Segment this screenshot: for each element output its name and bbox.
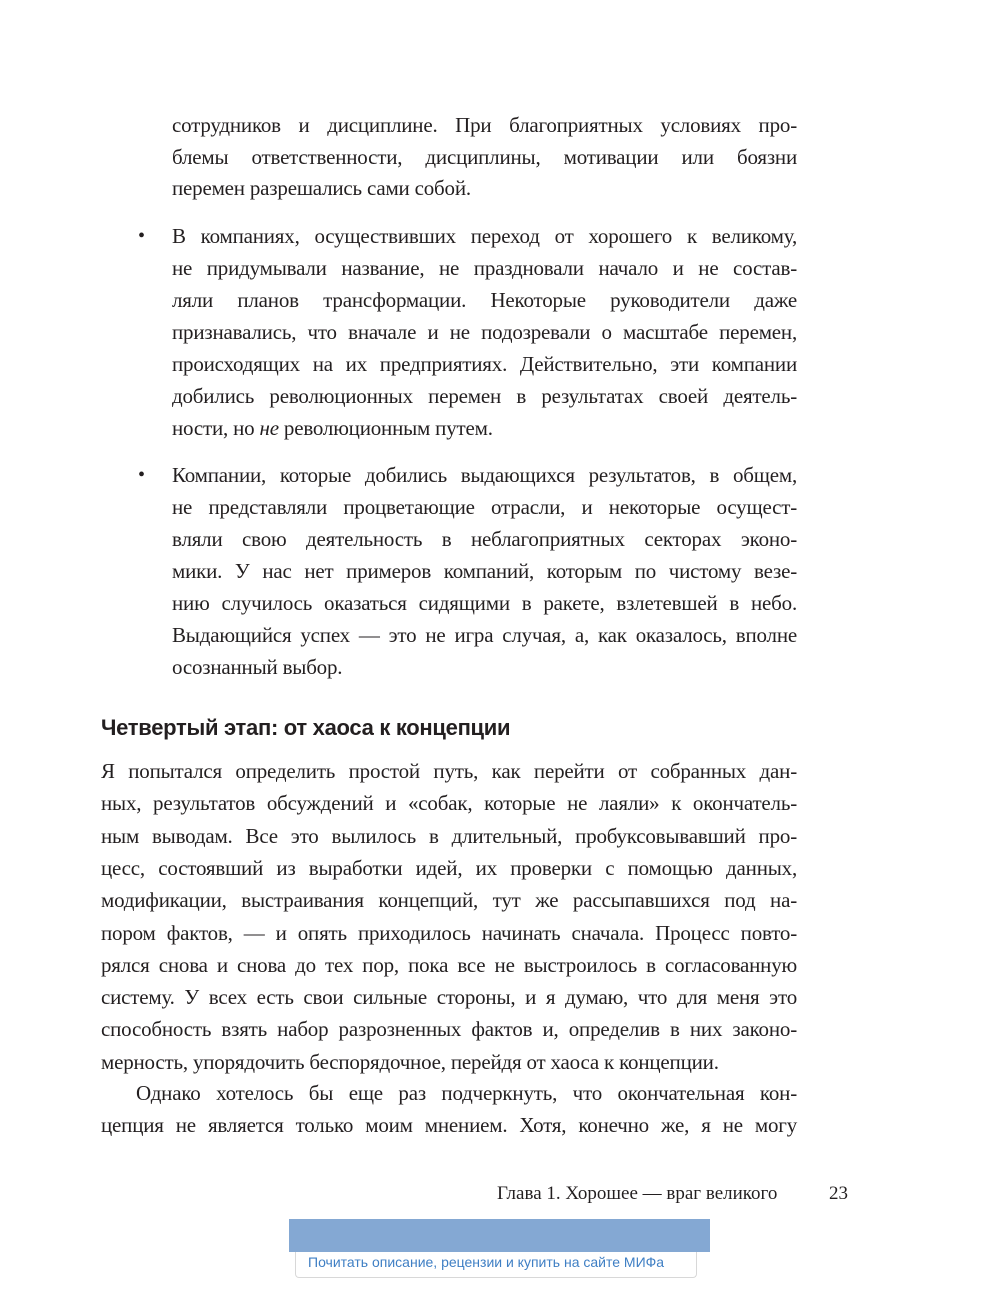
section-heading: Четвертый этап: от хаоса к концепции [101,715,511,740]
text-line: Однако хотелось бы еще раз подчеркнуть, что окончательная кон- [136,1081,797,1105]
bullet-icon: • [138,225,146,247]
text-line: пором фактов, — и опять приходилось начинать сначала. Процесс повто- [101,920,797,945]
text-line: ных, результатов обсуждений и «собак, которые не лаяли» к окончатель- [101,791,797,816]
text-line: рялся снова и снова до тех пор, пока все не выстроилось в согласованную [101,952,797,977]
running-title: Глава 1. Хорошее — враг великого [497,1183,778,1204]
text-line: не придумывали название, не праздновали начало и не состав- [172,256,797,280]
text-segment: революционным путем. [278,416,493,440]
text-line: происходящих на их предприятиях. Действительно, эти компании [172,352,797,376]
text-line: цесс, состоявший из выработки идей, их проверки с помощью данных, [101,855,797,880]
bullet-icon: • [138,464,146,486]
text-line: признавались, что вначале и не подозревали о масштабе перемен, [172,320,797,344]
page-number: 23 [829,1183,848,1204]
text-line: добились революционных перемен в результатах своей деятель- [172,384,797,408]
text-line: Выдающийся успех — это не игра случая, а, как оказалось, вполне [172,623,797,647]
text-line: мерность, упорядочить беспорядочное, перейдя от хаоса к концепции. [101,1049,719,1074]
text-line: вляли свою деятельность в неблагоприятных секторах эконо- [172,527,797,551]
text-line: Компании, которые добились выдающихся результатов, в общем, [172,463,797,487]
text-line [172,415,797,441]
text-line: Я попытался определить простой путь, как перейти от собранных дан- [101,759,797,783]
text-line: цепция не является только моим мнением. Хотя, конечно же, я не могу [101,1113,797,1137]
text-segment: ности, но [172,416,260,440]
text-line: сотрудников и дисциплине. При благоприятных условиях про- [172,113,797,137]
text-line: систему. У всех есть свои сильные стороны, и я думаю, что для меня это [101,985,797,1010]
emphasis: не [259,416,279,440]
text-line: мики. У нас нет примеров компаний, которым по чистому везе- [172,559,797,583]
promo-link[interactable]: Почитать описание, рецензии и купить на сайте МИФа [308,1254,665,1270]
text-line: не представляли процветающие отрасли, и некоторые осущест- [172,495,797,519]
text-line: В компаниях, осуществивших переход от хорошего к великому, [172,224,797,248]
text-line: осознанный выбор. [172,655,343,679]
text-line: блемы ответственности, дисциплины, мотивации или боязни [172,144,797,169]
text-line: способность взять набор разрозненных фактов и, определив в них законо- [101,1017,797,1042]
text-line: перемен разрешались сами собой. [172,176,471,201]
text-line: нию случилось оказаться сидящими в ракете, взлетевшей в небо. [172,591,797,615]
text-line: ным выводам. Все это вылилось в длительный, пробуксовывавший про- [101,823,797,848]
text-line: модификации, выстраивания концепций, тут же рассыпавшихся под на- [101,888,797,913]
promo-banner[interactable] [289,1219,710,1252]
text-line: ляли планов трансформации. Некоторые руководители даже [172,288,797,312]
